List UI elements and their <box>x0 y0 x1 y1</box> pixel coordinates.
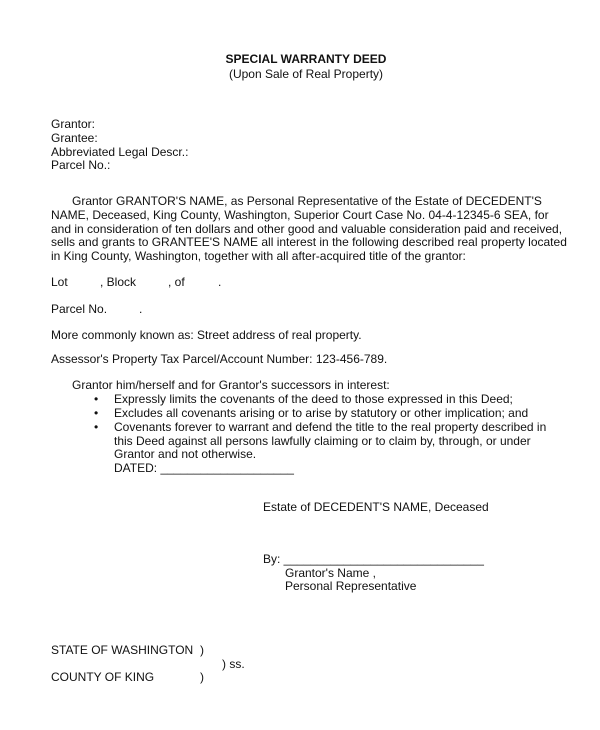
parcel-label: Parcel No.: <box>51 158 111 172</box>
venue-county-paren: ) <box>200 670 204 684</box>
parcel-no-label: Parcel No. <box>51 302 108 316</box>
venue-ss: ) ss. <box>222 657 245 671</box>
covenant-item: Covenants forever to warrant and defend the title to the real property described in <box>114 420 547 434</box>
grantor-label: Grantor: <box>51 117 96 131</box>
document-title: SPECIAL WARRANTY DEED <box>225 52 387 66</box>
parcel-no-end: . <box>139 302 143 316</box>
document-subtitle: (Upon Sale of Real Property) <box>228 67 384 81</box>
grant-line: NAME, Deceased, King County, Washington, Superior Court Case No. 04-4-12345-6 SEA, for <box>51 208 549 222</box>
block-label: , Block <box>100 275 137 289</box>
signature-by-line: By: ______________________________ <box>263 552 484 566</box>
assessor-line: Assessor's Property Tax Parcel/Account Number: 123-456-789. <box>51 352 388 366</box>
covenant-item: Excludes all covenants arising or to arise by statutory or other implication; and <box>114 406 529 420</box>
lot-label: Lot <box>51 275 68 289</box>
bullet-icon: • <box>94 420 99 434</box>
venue-state: STATE OF WASHINGTON <box>51 643 194 657</box>
grant-line: in King County, Washington, together with all after-acquired title of the grantor: <box>51 249 466 263</box>
covenants-intro: Grantor him/herself and for Grantor's successors in interest: <box>72 378 390 392</box>
grant-line: sells and grants to GRANTEE'S NAME all interest in the following described real property located <box>51 235 567 249</box>
grant-line: Grantor GRANTOR'S NAME, as Personal Representative of the Estate of DECEDENT'S <box>72 194 542 208</box>
covenant-item-cont: Grantor and not otherwise. <box>114 447 257 461</box>
estate-name: Estate of DECEDENT'S NAME, Deceased <box>263 500 489 514</box>
covenant-item-cont: this Deed against all persons lawfully claiming or to claim by, through, or under <box>114 434 531 448</box>
bullet-icon: • <box>94 392 99 406</box>
grant-line: and in consideration of ten dollars and other good and valuable consideration paid and received, <box>51 222 563 236</box>
grantor-role: Personal Representative <box>285 579 417 593</box>
known-as-line: More commonly known as: Street address of real property. <box>51 328 362 342</box>
dated-line: DATED: ____________________ <box>114 461 294 475</box>
grantee-label: Grantee: <box>51 131 98 145</box>
lot-end: . <box>218 275 222 289</box>
bullet-icon: • <box>94 406 99 420</box>
covenant-item: Expressly limits the covenants of the deed to those expressed in this Deed; <box>114 392 513 406</box>
venue-county: COUNTY OF KING <box>51 670 155 684</box>
grantor-name: Grantor's Name , <box>285 566 376 580</box>
legal-descr-label: Abbreviated Legal Descr.: <box>51 145 189 159</box>
venue-state-paren: ) <box>200 643 204 657</box>
of-label: , of <box>168 275 185 289</box>
